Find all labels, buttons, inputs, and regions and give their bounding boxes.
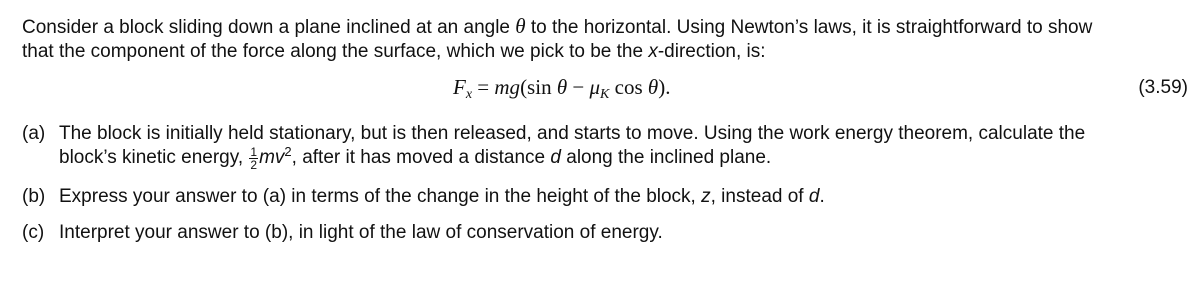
force-subscript: x [465, 87, 473, 102]
theta-cos: θ [647, 75, 659, 99]
sin-open: (sin [520, 75, 557, 99]
z-variable: z [701, 186, 711, 207]
equation-close: ). [658, 75, 671, 99]
fraction-numerator: 1 [250, 145, 258, 159]
mu-subscript: K [600, 87, 610, 102]
mv-exponent: 2 [284, 144, 292, 159]
theta-symbol: θ [515, 14, 526, 38]
part-c [22, 221, 1182, 245]
equation-number: (3.59) [1138, 77, 1188, 98]
x-variable: x [648, 41, 658, 62]
d-variable-b: d [808, 186, 820, 207]
part-a-text-2: block’s kinetic energy, [59, 147, 249, 168]
part-b [22, 185, 1182, 209]
d-variable: d [550, 147, 561, 168]
intro-paragraph [22, 14, 1182, 64]
part-a-text-1: The block is initially held stationary, but is then released, and starts to move. Using the work energy theorem, calculate the [59, 123, 1086, 144]
part-b-label: (b) [22, 186, 46, 207]
part-c-text: Interpret your answer to (b), in light of the law of conservation of energy. [59, 222, 663, 243]
intro-text-3: that the component of the force along the surface, which we pick to be the [22, 41, 649, 62]
mu-symbol: μ [589, 75, 601, 99]
part-b-text-1: Express your answer to (a) in terms of the change in the height of the block, [59, 186, 702, 207]
force-symbol: F [453, 75, 466, 99]
theta-sin: θ [556, 75, 568, 99]
part-c-label: (c) [22, 222, 45, 243]
mv-term: mv [259, 147, 285, 168]
cos-text: cos [609, 75, 648, 99]
force-equation [453, 75, 670, 103]
part-a-text-4: along the inclined plane. [560, 147, 772, 168]
intro-text-2: to the horizontal. Using Newton’s laws, it is straightforward to show [525, 17, 1093, 38]
part-b-text-2: , instead of [710, 186, 809, 207]
part-a [22, 122, 1182, 171]
part-b-text-3: . [819, 186, 825, 207]
equation-row [22, 73, 1188, 109]
intro-text-1: Consider a block sliding down a plane inclined at an angle [22, 17, 516, 38]
mg-term: mg [494, 75, 521, 99]
one-half-fraction [249, 146, 258, 171]
intro-text-4: -direction, is: [657, 41, 766, 62]
problem-text [22, 14, 1188, 245]
part-a-label: (a) [22, 123, 46, 144]
equals-sign: = [472, 75, 495, 99]
part-a-text-3: , after it has moved a distance [291, 147, 551, 168]
fraction-denominator: 2 [250, 158, 258, 172]
minus-sign: − [567, 75, 590, 99]
